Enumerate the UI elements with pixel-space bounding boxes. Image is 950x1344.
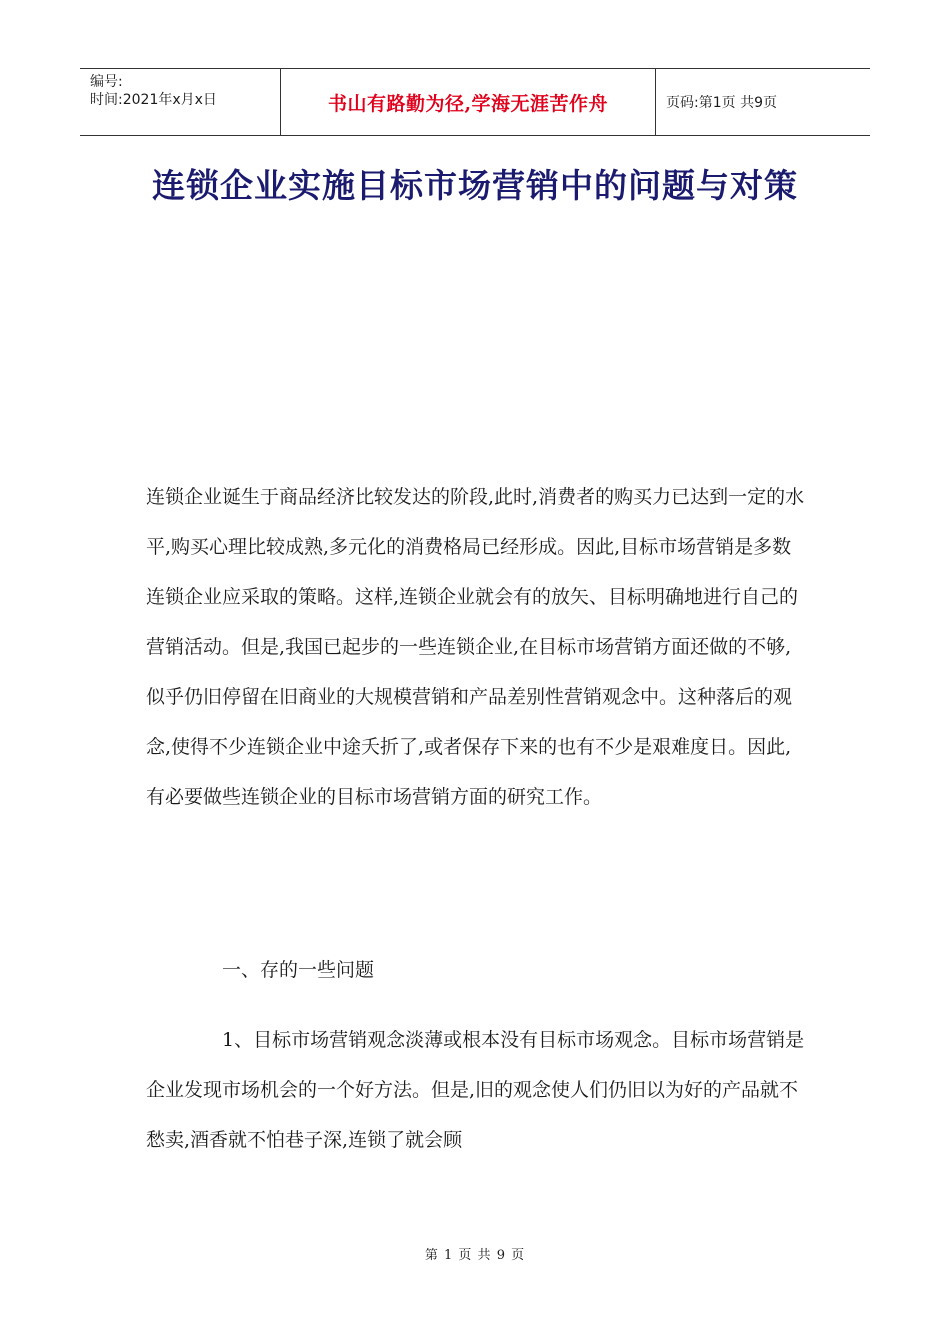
number-label: 编号: <box>90 74 123 90</box>
header-meta <box>80 69 280 135</box>
header-table <box>80 68 870 136</box>
paragraph-intro: 连锁企业诞生于商品经济比较发达的阶段,此时,消费者的购买力已达到一定的水平,购买心理比较成熟,多元化的消费格局已经形成。因此,目标市场营销是多数连锁企业应采取的策略。这样,连锁企业就会有的放矢、目标明确地进行自己的营销活动。但是,我国已起步的一些连锁企业,在目标市场营销方面还做的不够,似乎仍旧停留在旧商业的大规模营销和产品差别性营销观念中。这种落后的观念,使得不少连锁企业中途夭折了,或者保存下来的也有不少是艰难度日。因此,有必要做些连锁企业的目标市场营销方面的研究工作。 <box>146 486 805 808</box>
date-label: 时间:2021年x月x日 <box>90 92 217 108</box>
document-title: 连锁企业实施目标市场营销中的问题与对策 <box>152 166 798 205</box>
section-heading: 一、存的一些问题 <box>222 959 375 981</box>
header-motto: 书山有路勤为径,学海无涯苦作舟 <box>280 69 656 135</box>
page-footer: 第 1 页 共 9 页 <box>424 1248 526 1263</box>
header-page-info: 页码:第1页 共9页 <box>666 95 777 111</box>
paragraph-point-1: 1、目标市场营销观念淡薄或根本没有目标市场观念。目标市场营销是企业发现市场机会的一个好方法。但是,旧的观念使人们仍旧以为好的产品就不愁卖,酒香就不怕巷子深,连锁了就会顾 <box>146 1029 805 1151</box>
